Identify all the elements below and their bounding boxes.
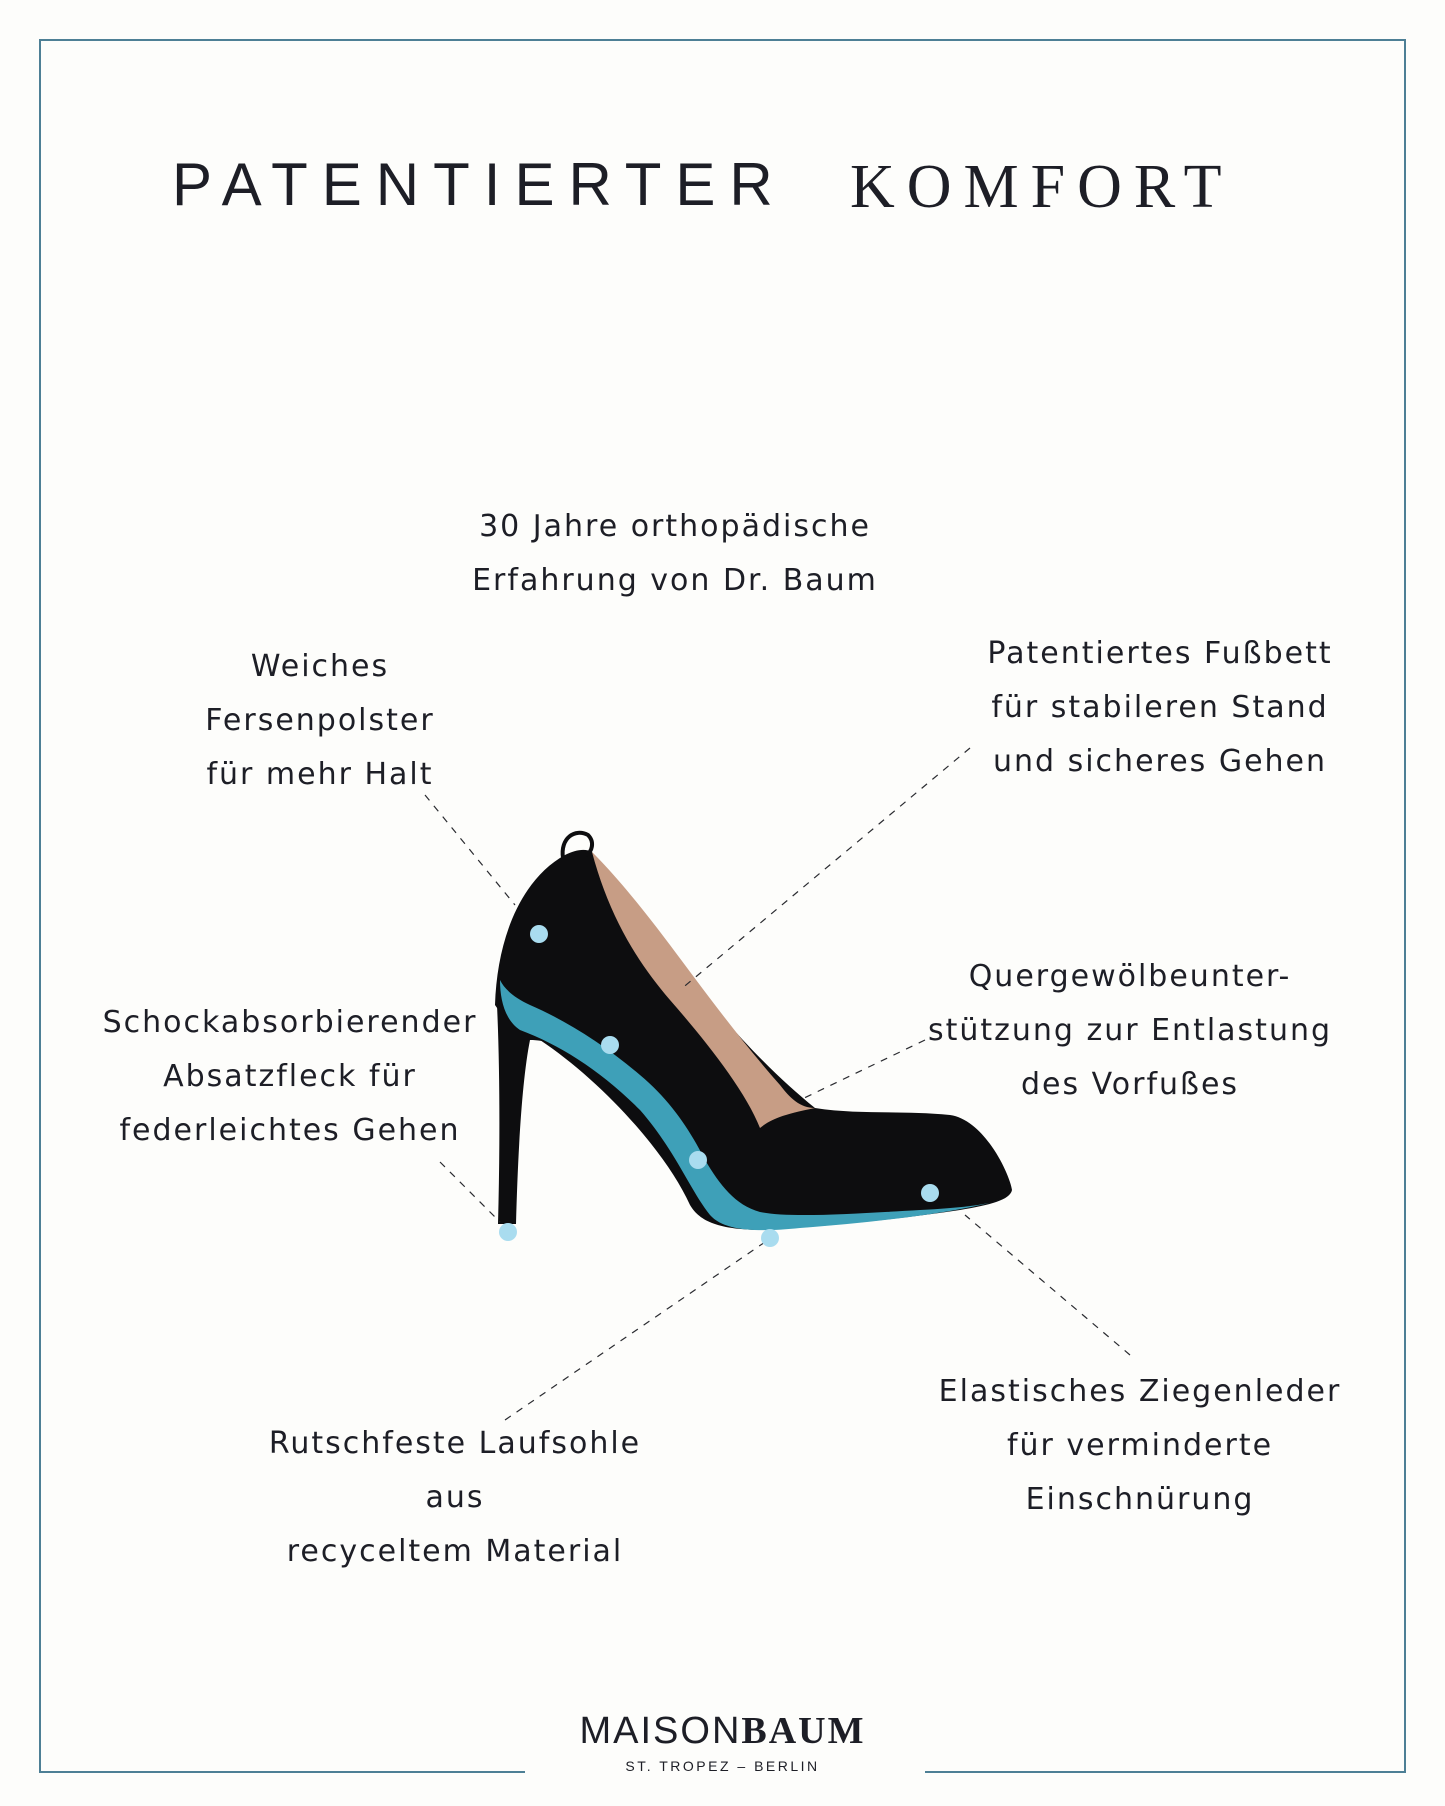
feature-line: für verminderte [1006,1428,1274,1463]
feature-line: Quergewölbeunter- [968,959,1292,994]
feature-arch-support [900,950,1360,1112]
leader-line-leather [965,1215,1130,1355]
feature-line: und sicheres Gehen [992,744,1328,779]
feature-line: aus [425,1480,485,1515]
feature-line: Elastisches Ziegenleder [938,1374,1342,1409]
title-secondary: KOMFORT [850,153,1234,221]
feature-line: Einschnürung [1025,1482,1255,1517]
brand-name-bold: BAUM [741,1710,866,1752]
leader-line-shock [440,1162,500,1222]
leader-line-heel-pad [425,795,515,905]
feature-line: Weiches [250,649,390,684]
feature-heel-pad [150,640,490,802]
feature-line: Absatzfleck für [163,1059,417,1094]
feature-line: für stabileren Stand [991,690,1329,725]
feature-line: Schockabsorbierender [102,1005,478,1040]
feature-footbed [960,627,1360,789]
feature-line: Rutschfeste Laufsohle [268,1426,642,1461]
feature-line: für mehr Halt [206,757,434,792]
feature-non-slip-sole [240,1417,670,1579]
feature-elastic-leather [920,1365,1360,1527]
title-primary: PATENTIERTER [172,151,787,218]
leader-line-sole [505,1240,768,1420]
feature-line: stützung zur Entlastung [927,1013,1333,1048]
feature-line: Erfahrung von Dr. Baum [472,563,878,598]
feature-line: recyceltem Material [286,1534,624,1569]
feature-orthopedic-experience [430,500,920,608]
marker-dot-shock [499,1223,517,1241]
feature-line: 30 Jahre orthopädische [479,509,871,544]
marker-dot-arch [689,1151,707,1169]
feature-line: Fersenpolster [205,703,435,738]
brand-tagline: ST. TROPEZ – BERLIN [625,1758,820,1774]
feature-line: federleichtes Gehen [119,1113,461,1148]
brand-logo [500,1708,945,1753]
marker-dot-heel-pad [530,925,548,943]
brand-name-light: MAISON [579,1710,742,1752]
marker-dot-leather [921,1184,939,1202]
feature-line: des Vorfußes [1020,1067,1240,1102]
feature-shock-absorbing-heel [80,996,500,1158]
marker-dot-footbed [601,1036,619,1054]
feature-line: Patentiertes Fußbett [987,636,1333,671]
marker-dot-sole [761,1229,779,1247]
